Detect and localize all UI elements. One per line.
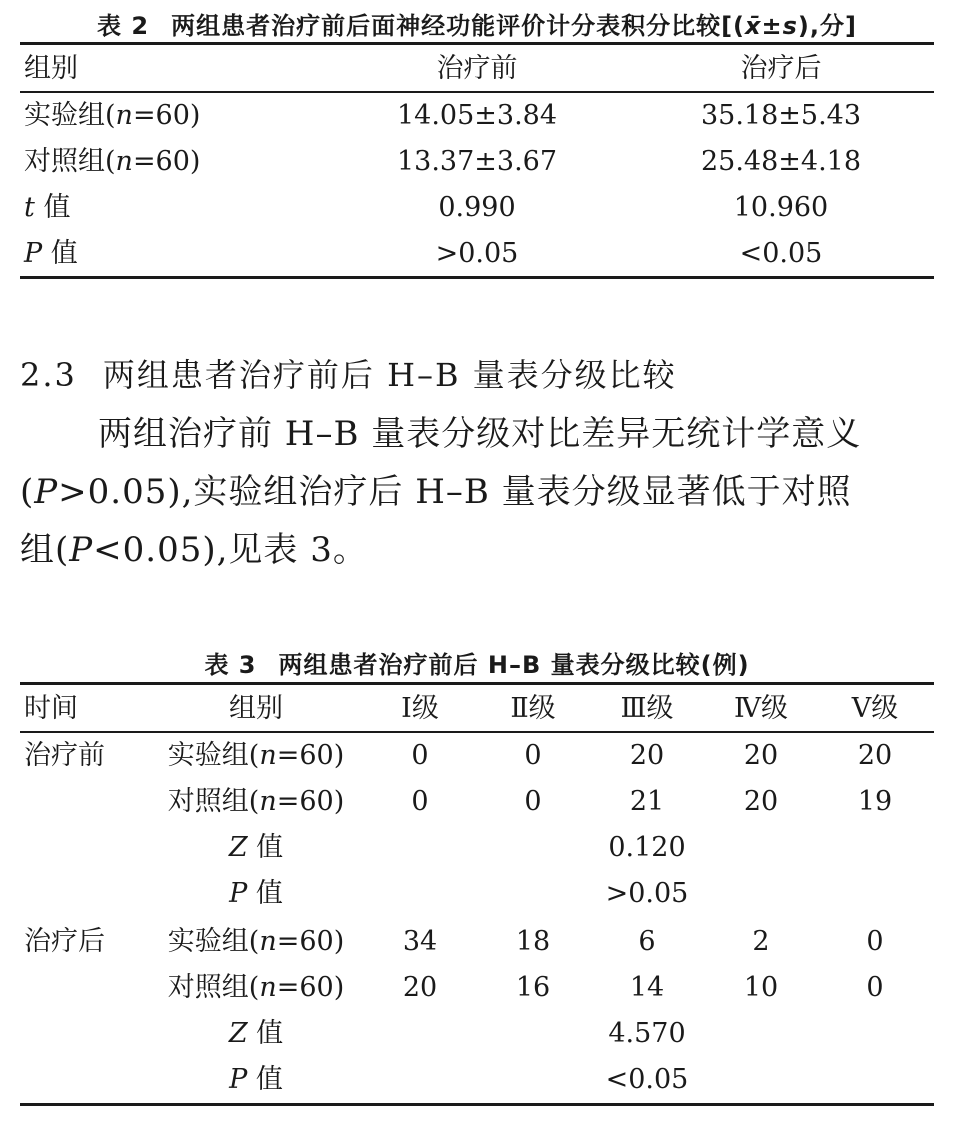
table3-header-grade3: Ⅲ级 — [620, 693, 674, 724]
row-label: P 值 — [229, 878, 283, 909]
table-row — [20, 733, 934, 779]
table-row — [20, 825, 934, 871]
row-label: Z 值 — [228, 1018, 284, 1049]
stat-value: <0.05 — [605, 1064, 689, 1095]
grade-value: 20 — [743, 786, 779, 817]
grade-value: 21 — [629, 786, 665, 817]
table3-number: 表 3 — [204, 651, 257, 679]
table-row — [20, 185, 934, 231]
value-before: 0.990 — [438, 192, 516, 223]
table-row — [20, 231, 934, 277]
grade-value: 19 — [857, 786, 893, 817]
table2-stat-symbol: x̄±s — [745, 12, 798, 40]
stat-value: 0.120 — [608, 832, 686, 863]
row-label: 对照组(n=60) — [167, 786, 345, 817]
stat-value: >0.05 — [605, 878, 689, 909]
row-label: t 值 — [24, 192, 71, 223]
grade-value: 20 — [402, 972, 438, 1003]
section-title: 两组患者治疗前后 H–B 量表分级比较 — [102, 356, 677, 394]
table2-number: 表 2 — [97, 12, 150, 40]
grade-value: 18 — [515, 926, 551, 957]
table3-caption — [0, 645, 954, 680]
value-after: <0.05 — [739, 238, 823, 269]
value-after: 10.960 — [733, 192, 829, 223]
section-paragraph — [20, 405, 938, 579]
paragraph-line: (P>0.05),实验组治疗后 H–B 量表分级显著低于对照 — [20, 472, 852, 512]
value-after: 35.18±5.43 — [700, 100, 862, 131]
table2-bottom-rule — [20, 276, 934, 279]
grade-value: 10 — [743, 972, 779, 1003]
value-after: 25.48±4.18 — [700, 146, 862, 177]
table-row — [20, 965, 934, 1011]
section-heading — [20, 350, 677, 396]
grade-value: 0 — [411, 786, 429, 817]
table3-bottom-rule — [20, 1103, 934, 1106]
grade-value: 0 — [524, 786, 542, 817]
table3-header-grade1: Ⅰ级 — [401, 693, 439, 724]
row-label: 实验组(n=60) — [167, 926, 345, 957]
table2-header-before: 治疗前 — [436, 53, 518, 84]
row-label: 对照组(n=60) — [24, 146, 201, 177]
paragraph-line: 两组治疗前 H–B 量表分级对比差异无统计学意义 — [98, 414, 862, 454]
table3-title: 两组患者治疗前后 H–B 量表分级比较(例) — [278, 651, 750, 679]
paragraph-line: 组(P<0.05),见表 3。 — [20, 530, 368, 570]
row-label: 实验组(n=60) — [24, 100, 201, 131]
table-row — [20, 1057, 934, 1103]
grade-value: 20 — [743, 740, 779, 771]
table-row — [20, 779, 934, 825]
table-row — [20, 93, 934, 139]
table2-title: 两组患者治疗前后面神经功能评价计分表积分比较[( — [171, 12, 746, 40]
table2-unit: ),分] — [797, 12, 857, 40]
table-row — [20, 919, 934, 965]
table-row — [20, 871, 934, 917]
grade-value: 0 — [524, 740, 542, 771]
table-row — [20, 1011, 934, 1057]
table-row — [20, 139, 934, 185]
table3-header-grade4: Ⅳ级 — [734, 693, 788, 724]
table3-top-rule — [20, 682, 934, 685]
grade-value: 14 — [629, 972, 665, 1003]
grade-value: 6 — [638, 926, 656, 957]
section-number: 2.3 — [20, 356, 77, 394]
value-before: 13.37±3.67 — [396, 146, 558, 177]
row-label: 对照组(n=60) — [167, 972, 345, 1003]
time-label: 治疗前 — [24, 740, 105, 771]
grade-value: 2 — [752, 926, 770, 957]
table2-header-after: 治疗后 — [740, 53, 822, 84]
grade-value: 0 — [866, 926, 884, 957]
table3-header-time: 时间 — [24, 693, 78, 724]
table3-header-group: 组别 — [229, 693, 283, 724]
grade-value: 0 — [411, 740, 429, 771]
table3-header-grade2: Ⅱ级 — [510, 693, 556, 724]
row-label: P 值 — [229, 1064, 283, 1095]
grade-value: 20 — [857, 740, 893, 771]
table2-top-rule — [20, 42, 934, 45]
table3-header-row — [20, 686, 934, 732]
row-label: P 值 — [24, 238, 78, 269]
grade-value: 16 — [515, 972, 551, 1003]
value-before: >0.05 — [435, 238, 519, 269]
row-label: 实验组(n=60) — [167, 740, 345, 771]
row-label: Z 值 — [228, 832, 284, 863]
grade-value: 0 — [866, 972, 884, 1003]
grade-value: 34 — [402, 926, 438, 957]
stat-value: 4.570 — [608, 1018, 686, 1049]
table2-header-row — [20, 46, 934, 92]
table3-header-grade5: Ⅴ级 — [851, 693, 899, 724]
value-before: 14.05±3.84 — [396, 100, 558, 131]
grade-value: 20 — [629, 740, 665, 771]
table2-caption — [0, 6, 954, 41]
time-label: 治疗后 — [24, 926, 105, 957]
table2-header-group: 组别 — [24, 53, 78, 84]
